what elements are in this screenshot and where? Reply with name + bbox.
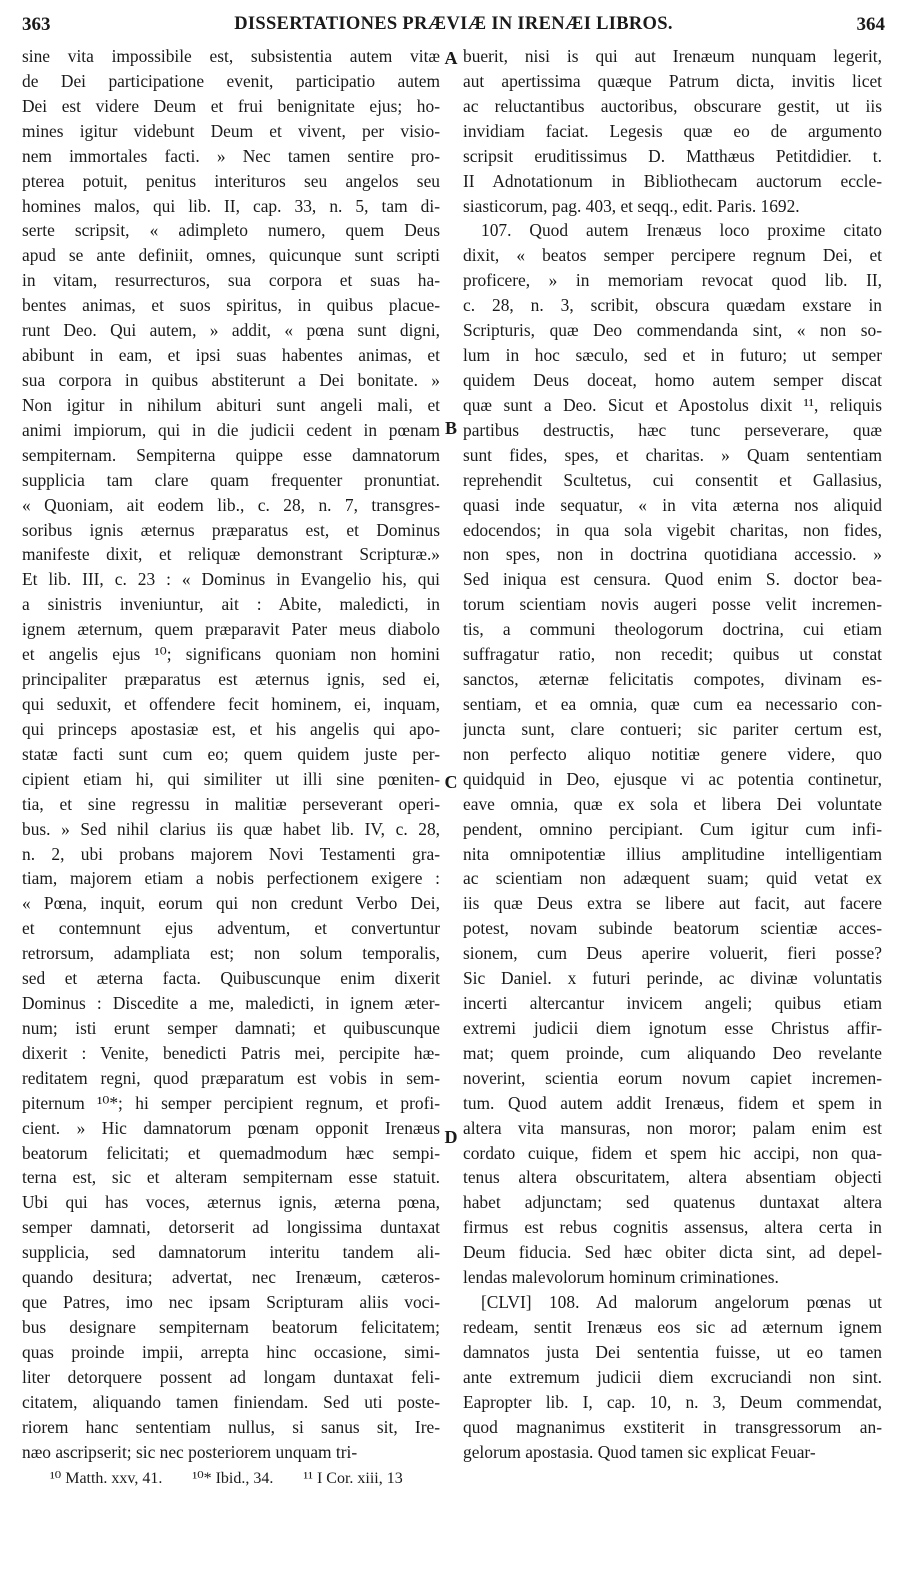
text-line: nem immortales facti. » Nec tamen sentire pro-: [22, 145, 440, 166]
footnote: ¹¹ I Cor. xiii, 13: [303, 1470, 403, 1487]
text-line: habet adjunctam; sed quatenus duntaxat altera: [463, 1192, 882, 1213]
text-line: beatorum felicitati; et quemadmodum hæc sempi-: [22, 1142, 440, 1163]
page-number-left: 363: [22, 14, 51, 35]
text-line: « Quoniam, ait eodem lib., c. 28, n. 7, transgres-: [22, 494, 440, 515]
text-line: piternum ¹⁰*; hi semper percipient regnum, et profi-: [22, 1092, 440, 1113]
text-line: riorem hanc sententiam nullus, si sanus sit, Ire-: [22, 1416, 440, 1437]
text-line: cient. » Hic damnatorum pœnam opponit Irenæus: [22, 1117, 440, 1138]
text-line: runt Deo. Qui autem, » addit, « pœna sunt digni,: [22, 320, 440, 341]
footnotes: [50, 1468, 429, 1488]
text-line: buerit, nisi is qui aut Irenæum nunquam legerit,: [463, 46, 882, 66]
left-text-column: [22, 44, 440, 1465]
text-line: quas proinde impii, arrepta hinc occasione, simi-: [22, 1341, 440, 1362]
text-line: eave omnia, quæ ex sola et libera Dei voluntate: [463, 793, 882, 814]
text-line: « Pœna, inquit, eorum qui non credunt Verbo Dei,: [22, 893, 440, 914]
text-line: extremi judicii diem ignotum esse Christus affir-: [463, 1017, 882, 1038]
text-line: sunt fides, spes, et charitas. » Quam sententiam: [463, 444, 882, 465]
text-line: cordato cuique, fidem et spem hic accipi, non qua-: [463, 1142, 882, 1163]
text-line: supplicia tam clare quam frequenter pronuntiat.: [22, 469, 440, 490]
text-line: sed et æterna facta. Quibuscunque enim dixerit: [22, 968, 440, 989]
text-line: tenus altera obscuritatem, altera absentiam objecti: [463, 1167, 882, 1188]
text-line: de Dei participatione evenit, participatio autem: [22, 70, 440, 91]
margin-marker-a: A: [444, 48, 458, 68]
text-line: reditatem regni, quod præparatum est vobis in sem-: [22, 1067, 440, 1088]
text-line: [CLVI] 108. Ad malorum angelorum pœnas ut: [481, 1292, 882, 1313]
text-line: qui princeps apostasiæ est, et his angelis qui apo-: [22, 718, 440, 739]
text-line: reprehendit Scultetus, cui consentit et Gallasius,: [463, 469, 882, 490]
text-line: mat; quem proinde, cum aliquando Deo revelante: [463, 1042, 882, 1063]
text-line: sine vita impossibile est, subsistentia autem vitæ: [22, 46, 440, 66]
text-line: ac scientiam non adæquent suam; quid vetat ex: [463, 868, 882, 889]
text-line: statæ facti sunt cum eo; quem quidem juste per-: [22, 743, 440, 764]
text-line: Sic Daniel. x futuri perinde, ac divinæ voluntatis: [463, 968, 882, 989]
text-line: animi impiorum, qui in die judicii cedent in pœnam: [22, 419, 440, 440]
text-line: quando desitura; advertat, nec Irenæum, cæteros-: [22, 1267, 440, 1288]
text-line: iis quæ Deus extra se libere aut facit, aut facere: [463, 893, 882, 914]
text-line: lum in hoc sæculo, sed et in futuro; ut semper: [463, 345, 882, 366]
page-number-right: 364: [856, 14, 885, 35]
text-line: cipient etiam hi, qui similiter ut illi sine pœniten-: [22, 768, 440, 789]
text-line: potest, novam subinde beatorum scientiæ acces-: [463, 918, 882, 939]
text-line: noverint, scientia eorum novum capiet incremen-: [463, 1067, 882, 1088]
margin-marker-d: D: [444, 1127, 458, 1147]
right-text-column: [463, 44, 882, 1465]
text-line: bus. » Sed nihil clarius iis quæ habet lib. IV, c. 28,: [22, 818, 440, 839]
text-line: Sed iniqua est censura. Quod enim S. doctor bea-: [463, 569, 882, 590]
text-line: 107. Quod autem Irenæus loco proxime citato: [481, 220, 882, 241]
text-line: quasi inde sequatur, « in vita æterna nos aliquid: [463, 494, 882, 515]
text-line: liter detorquere possent ad longam duntaxat feli-: [22, 1366, 440, 1387]
text-line: ac reluctantibus auctoribus, obscurare gestit, ut iis: [463, 95, 882, 116]
text-line: quidem Deus doceat, homo autem semper discat: [463, 369, 882, 390]
text-line: qui seduxit, et offendere fecit hominem, ei, inquam,: [22, 693, 440, 714]
text-line: in vitam, resurrecturos, sua corpora et suas ha-: [22, 270, 440, 291]
text-line: incerti altercantur invicem angeli; quibus etiam: [463, 993, 882, 1014]
text-line: pendent, omnino percipiant. Cum igitur cum infi-: [463, 818, 882, 839]
text-line: terna est, sic et alteram sempiternam esse statuit.: [22, 1167, 440, 1188]
text-line: sentiam, et ea omnia, quæ cum ea necessario con-: [463, 693, 882, 714]
text-line: suffragatur ratio, non recedit; quibus ut constat: [463, 644, 882, 665]
text-line: siasticorum, pag. 403, et seqq., edit. Paris. 1692.: [463, 195, 800, 216]
text-line: invidiam faciat. Legesis quæ eo de argumento: [463, 120, 882, 141]
text-line: Non igitur in nihilum abituri sunt angeli mali, et: [22, 394, 440, 415]
text-line: nita omnipotentiæ illius amplitudine intelligentiam: [463, 843, 882, 864]
text-line: tis, a communi theologorum doctrina, cui etiam: [463, 619, 882, 640]
text-line: Eapropter lib. I, cap. 10, n. 3, Deum commendat,: [463, 1391, 882, 1412]
text-line: quæ sunt a Deo. Sicut et Apostolus dixit ¹¹, reliquis: [463, 394, 882, 415]
text-line: mines igitur videbunt Deum et vivent, per visio-: [22, 120, 440, 141]
text-line: et contemnunt ejus adventum, et convertuntur: [22, 918, 440, 939]
text-line: Ubi qui has voces, æternus ignis, æterna pœna,: [22, 1192, 440, 1213]
text-line: aut apertissima quæque Patrum dicta, invitis licet: [463, 70, 882, 91]
text-line: torum scientiam novis augeri posse velit incremen-: [463, 594, 882, 615]
text-line: principaliter præparatus est æternus ignis, sed ei,: [22, 669, 440, 690]
text-line: proficere, » in memoriam revocat quod lib. II,: [463, 270, 882, 291]
text-line: citatem, aliquando tamen finiendam. Sed uti poste-: [22, 1391, 440, 1412]
text-line: gelorum apostasia. Quod tamen sic explicat Feuar-: [463, 1441, 816, 1462]
text-line: partibus destructis, hæc tunc perseverare, quæ: [463, 419, 882, 440]
text-line: tia, et sine regressu in malitiæ perseverant operi-: [22, 793, 440, 814]
text-line: Et lib. III, c. 23 : « Dominus in Evangelio his, qui: [22, 569, 440, 590]
text-line: II Adnotationum in Bibliothecam auctorum eccle-: [463, 170, 882, 191]
footnote: ¹⁰ Matth. xxv, 41.: [50, 1470, 163, 1487]
text-line: sanctos, æternæ felicitatis compotes, divinam es-: [463, 669, 882, 690]
text-line: abibunt in eam, et ipsi suas habentes animas, et: [22, 345, 440, 366]
text-line: quidquid in Deo, ejusque vi ac potentia continetur,: [463, 768, 882, 789]
text-line: num; isti erunt semper damnati; et quibuscunque: [22, 1017, 440, 1038]
text-line: c. 28, n. 3, scribit, obscura quædam exstare in: [463, 295, 882, 316]
text-line: dixerit : Venite, benedicti Patris mei, percipite hæ-: [22, 1042, 440, 1063]
text-line: dixit, « beatos semper percipere regnum Dei, et: [463, 245, 882, 266]
text-line: bentes animas, et suos spiritus, in quibus placue-: [22, 295, 440, 316]
text-line: scripsit eruditissimus D. Matthæus Petitdidier. t.: [463, 145, 882, 166]
text-line: Dominus : Discedite a me, maledicti, in ignem æter-: [22, 993, 440, 1014]
text-line: apud se ante definiit, omnes, quicunque sunt scripti: [22, 245, 440, 266]
text-line: lendas malevolorum hominum criminationes.: [463, 1267, 779, 1288]
text-line: firmus est rebus cognitis assensus, altera certa in: [463, 1217, 882, 1238]
text-line: soribus ignis æternus præparatus est, et Dominus: [22, 519, 440, 540]
text-line: sua corpora in quibus abstiterunt a Dei bonitate. »: [22, 369, 440, 390]
text-line: a sinistris inveniuntur, ait : Abite, maledicti, in: [22, 594, 440, 615]
text-line: quod magnanimus exstiterit in transgressorum an-: [463, 1416, 882, 1437]
text-line: næo ascripserit; sic nec posteriorem unquam tri-: [22, 1441, 358, 1462]
text-line: n. 2, ubi probans majorem Novi Testamenti gra-: [22, 843, 440, 864]
text-line: serte scripsit, « adimpleto numero, quem Deus: [22, 220, 440, 241]
text-line: retrorsum, adampliata est; non solum temporalis,: [22, 943, 440, 964]
text-line: pterea potuit, penitus interituros seu angelos seu: [22, 170, 440, 191]
text-line: sempiternam. Sempiterna quippe esse damnatorum: [22, 444, 440, 465]
text-line: ignem æternum, quem præparavit Pater meus diabolo: [22, 619, 440, 640]
text-line: non spes, non in doctrina quotidiana accessio. »: [463, 544, 882, 565]
text-line: non perfecto aliquo notitiæ genere videre, quo: [463, 743, 882, 764]
text-line: redeam, sentit Irenæus eos sic ad æternum ignem: [463, 1317, 882, 1338]
running-header: [22, 4, 885, 44]
text-line: tiam, majorem etiam a nobis perfectionem exigere :: [22, 868, 440, 889]
text-line: Deum fiducia. Sed hæc obiter dicta sint, ad depel-: [463, 1242, 882, 1263]
text-line: sionem, cum Deus aperire voluerit, fieri posse?: [463, 943, 882, 964]
text-line: Scripturis, quæ Deo commendanda sint, « non so-: [463, 320, 882, 341]
text-line: edocendos; in qua sola vigebit charitas, non fides,: [463, 519, 882, 540]
margin-marker-c: C: [444, 772, 458, 792]
text-line: ante extremum judicii diem excruciandi non sint.: [463, 1366, 882, 1387]
running-title: DISSERTATIONES PRÆVIÆ IN IRENÆI LIBROS.: [234, 14, 673, 34]
margin-marker-b: B: [444, 418, 457, 438]
text-line: juncta sunt, clare contueri; sic pariter certum est,: [463, 718, 882, 739]
text-line: que Patres, imo nec ipsam Scripturam aliis voci-: [22, 1292, 440, 1313]
text-line: homines malos, qui lib. II, cap. 33, n. 5, tam di-: [22, 195, 440, 216]
text-line: manifeste dixit, et reliquæ demonstrant Scripturæ.»: [22, 544, 440, 565]
text-line: tum. Quod autem addit Irenæus, fidem et spem in: [463, 1092, 882, 1113]
text-line: bus designare sempiternam beatorum felicitatem;: [22, 1317, 440, 1338]
footnote: ¹⁰* Ibid., 34.: [192, 1470, 274, 1487]
text-line: semper damnati, detorserit ad longissima duntaxat: [22, 1217, 440, 1238]
text-line: et angelis ejus ¹⁰; significans quoniam non homini: [22, 644, 440, 665]
text-line: supplicia, sed damnatorum interitu tandem ali-: [22, 1242, 440, 1263]
text-line: Dei est videre Deum et frui benignitate ejus; ho-: [22, 95, 440, 116]
text-line: damnatos justa Dei sententia fuisse, ut eo tamen: [463, 1341, 882, 1362]
text-line: altera vita mansuras, non moror; palam enim est: [463, 1117, 882, 1138]
